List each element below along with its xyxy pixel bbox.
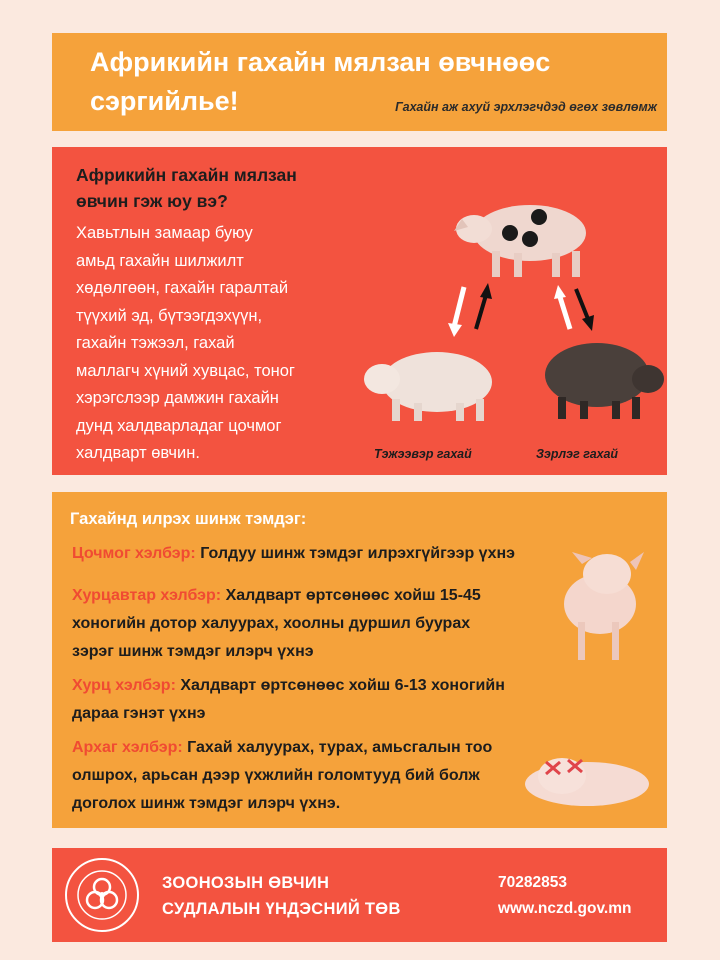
domestic-pig-image	[364, 352, 492, 421]
symptoms-panel	[52, 492, 667, 828]
domestic-pig-label: Тэжээвэр гахай	[374, 447, 472, 461]
symptom-item-subacute: Хурцавтар хэлбэр: Халдварт өртсөнөөс хойш 15-45 хоногийн дотор халуурах, хоолны дуршил буурах зэрэг шинж тэмдэг илэрч үхнэ	[72, 587, 481, 660]
footer-banner	[52, 848, 667, 942]
symptom-item-acute: Хурц хэлбэр: Халдварт өртсөнөөс хойш 6-13 хоногийн дараа гэнэт үхнэ	[72, 677, 505, 722]
header-banner	[52, 33, 667, 131]
disease-info-panel	[52, 147, 667, 475]
transmission-arrows-right	[554, 285, 594, 331]
website-link[interactable]: www.nczd.gov.mn	[498, 900, 632, 917]
infected-pig-image	[454, 205, 586, 277]
symptoms-heading: Гахайнд илрэх шинж тэмдэг:	[70, 510, 307, 528]
page-subtitle: Гахайн аж ахуй эрхлэгчдэд өгөх зөвлөмж	[395, 100, 657, 114]
symptom-item-acute-sudden: Цочмог хэлбэр: Голдуу шинж тэмдэг илрэхгүйгээр үхнэ	[72, 545, 515, 562]
organization-name: ЗООНОЗЫН ӨВЧИН СУДЛАЛЫН ҮНДЭСНИЙ ТӨВ	[162, 874, 401, 918]
phone-number: 70282853	[498, 874, 567, 891]
symptom-item-chronic: Архаг хэлбэр: Гахай халуурах, турах, амьсгалын тоо олшрох, арьсан дээр үхжлийн голомтууд бий болж доголох шинж тэмдэг илэрч үхнэ.	[72, 739, 493, 812]
contact-info	[498, 870, 631, 922]
info-description: Хавьтлын замаар буюу амьд гахайн шилжилт хөдөлгөөн, гахайн гаралтай түүхий эд, бүтээгдэхүүн, гахайн тэжээл, гахай маллагч хүний хувцас, тоног хэрэгслээр дамжин гахайн дунд халдварладаг цочмог халдварт өвчин.	[76, 224, 295, 462]
wild-boar-image	[545, 343, 664, 419]
transmission-arrows-left	[448, 283, 492, 337]
page-title: Африкийн гахайн мялзан өвчнөөс сэргийлье!	[90, 47, 551, 116]
wild-boar-label: Зэрлэг гахай	[536, 447, 619, 461]
info-question: Африкийн гахайн мялзан өвчин гэж юу вэ?	[76, 165, 297, 211]
